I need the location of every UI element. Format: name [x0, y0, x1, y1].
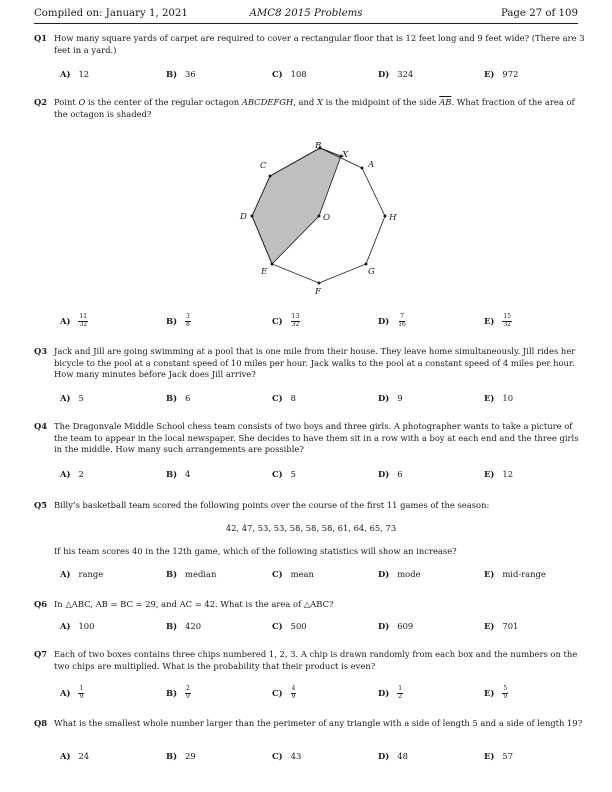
choice-b: B) 29 [166, 751, 196, 761]
label-A: A [368, 160, 375, 170]
choice-a: A) range [60, 569, 104, 579]
choice-c: C) 500 [272, 621, 307, 631]
question-text: Billy’s basketball team scored the following points over the course of the first 11 games of the season: [54, 500, 490, 510]
choice-c: C) 43 [272, 751, 302, 761]
choice-e: E) $\frac{15}{32}$ [484, 313, 511, 328]
question-8 [34, 718, 588, 730]
choice-a: A) $\frac{11}{32}$ [60, 313, 88, 328]
choice-d: D) 48 [378, 751, 408, 761]
question-7 [34, 649, 588, 672]
question-number: Q7 [34, 649, 48, 659]
octagon-figure [230, 136, 410, 301]
label-B: B [315, 141, 322, 151]
choice-c: C) $\frac{4}{9}$ [272, 685, 296, 700]
choice-c: C) mean [272, 569, 314, 579]
answer-choices-q1 [60, 69, 588, 81]
label-C: C [260, 161, 267, 171]
choice-e: E) 12 [484, 469, 514, 479]
choice-c: C) 8 [272, 393, 296, 403]
choice-b: B) $\frac{2}{9}$ [166, 685, 190, 700]
label-F: F [315, 287, 321, 297]
choice-b: B) 6 [166, 393, 191, 403]
choice-e: E) 972 [484, 69, 519, 79]
choice-e: E) mid-range [484, 569, 546, 579]
choice-c: C) $\frac{13}{32}$ [272, 313, 300, 328]
question-2: Q2 Point O is the center of the regular octagon ABCDEFGH, and X is the midpoint of the side $\overline{AB}$. What fraction of the area of the octagon is shaded? [34, 97, 575, 119]
answer-choices-q2 [60, 314, 588, 326]
answer-choices-q8 [60, 751, 588, 763]
choice-b: B) 36 [166, 69, 196, 79]
choice-d: D) 609 [378, 621, 414, 631]
question-text: The Dragonvale Middle School chess team consists of two boys and three girls. A photographer wants to take a picture of the team to appear in the local newspaper. She decides to have them sit in a row with a boy at each end and the three girls in the middle. How many such arrangements are possible? [54, 421, 579, 455]
choice-b: B) $\frac{3}{8}$ [166, 313, 190, 328]
choice-d: D) 6 [378, 469, 403, 479]
question-4 [34, 421, 588, 456]
question-text: Each of two boxes contains three chips numbered 1, 2, 3. A chip is drawn randomly from each box and the numbers on the two chips are multiplied. What is the probability that their product is even? [54, 649, 578, 671]
answer-choices-q4 [60, 469, 588, 481]
question-text: In △ABC, AB = BC = 29, and AC = 42. What is the area of △ABC? [54, 599, 334, 609]
question-number: Q4 [34, 421, 48, 431]
choice-e: E) 57 [484, 751, 514, 761]
label-D: D [240, 212, 247, 222]
question-number: Q3 [34, 346, 48, 356]
question-text: Jack and Jill are going swimming at a pool that is one mile from their house. They leave home simultaneously. Jill rides her bicycle to the pool at a constant speed of 10 miles per hour. Jack walks to the pool at a constant speed of 4 miles per hour. How many minutes before Jack does Jill arrive? [54, 346, 576, 380]
choice-b: B) median [166, 569, 217, 579]
choice-c: C) 5 [272, 469, 296, 479]
answer-choices-q3 [60, 393, 588, 405]
choice-d: D) 324 [378, 69, 414, 79]
page-header [34, 7, 578, 24]
question-number: Q5 [34, 500, 48, 510]
label-H: H [389, 213, 397, 223]
label-X: X [342, 150, 349, 160]
question-text: How many square yards of carpet are required to cover a rectangular floor that is 12 feet long and 9 feet wide? (There are 3 feet in a yard.) [54, 33, 585, 55]
choice-e: E) $\frac{5}{9}$ [484, 685, 508, 700]
choice-c: C) 108 [272, 69, 307, 79]
question-1 [34, 33, 588, 56]
choice-d: D) mode [378, 569, 421, 579]
score-list: 42, 47, 53, 53, 58, 58, 58, 61, 64, 65, 73 [225, 523, 397, 533]
document-title: AMC8 2015 Problems [249, 8, 363, 19]
choice-b: B) 4 [166, 469, 191, 479]
question-number: Q6 [34, 599, 48, 609]
compiled-date: Compiled on: January 1, 2021 [34, 8, 188, 19]
choice-a: A) 12 [60, 69, 90, 79]
label-G: G [368, 267, 375, 277]
question-5 [34, 500, 588, 512]
question-6 [34, 599, 588, 611]
question-text: What is the smallest whole number larger than the perimeter of any triangle with a side of length 5 and a side of length 19? [54, 718, 583, 728]
label-E: E [261, 267, 268, 277]
answer-choices-q6 [60, 621, 588, 633]
answer-choices-q7 [60, 686, 588, 698]
question-number: Q8 [34, 718, 48, 728]
choice-d: D) $\frac{7}{16}$ [378, 313, 406, 328]
label-O: O [323, 213, 331, 223]
choice-b: B) 420 [166, 621, 202, 631]
choice-e: E) 10 [484, 393, 514, 403]
page-number: Page 27 of 109 [500, 8, 578, 19]
choice-a: A) 24 [60, 751, 90, 761]
choice-a: A) 5 [60, 393, 84, 403]
question-number: Q2 [34, 97, 48, 107]
question-number: Q1 [34, 33, 48, 43]
choice-a: A) $\frac{1}{9}$ [60, 685, 84, 700]
choice-d: D) $\frac{1}{2}$ [378, 685, 403, 700]
question-5-followup: If his team scores 40 in the 12th game, which of the following statistics will show an increase? [54, 546, 457, 556]
choice-e: E) 701 [484, 621, 519, 631]
choice-a: A) 100 [60, 621, 95, 631]
choice-a: A) 2 [60, 469, 84, 479]
question-3 [34, 346, 588, 381]
choice-d: D) 9 [378, 393, 403, 403]
answer-choices-q5 [60, 569, 588, 581]
